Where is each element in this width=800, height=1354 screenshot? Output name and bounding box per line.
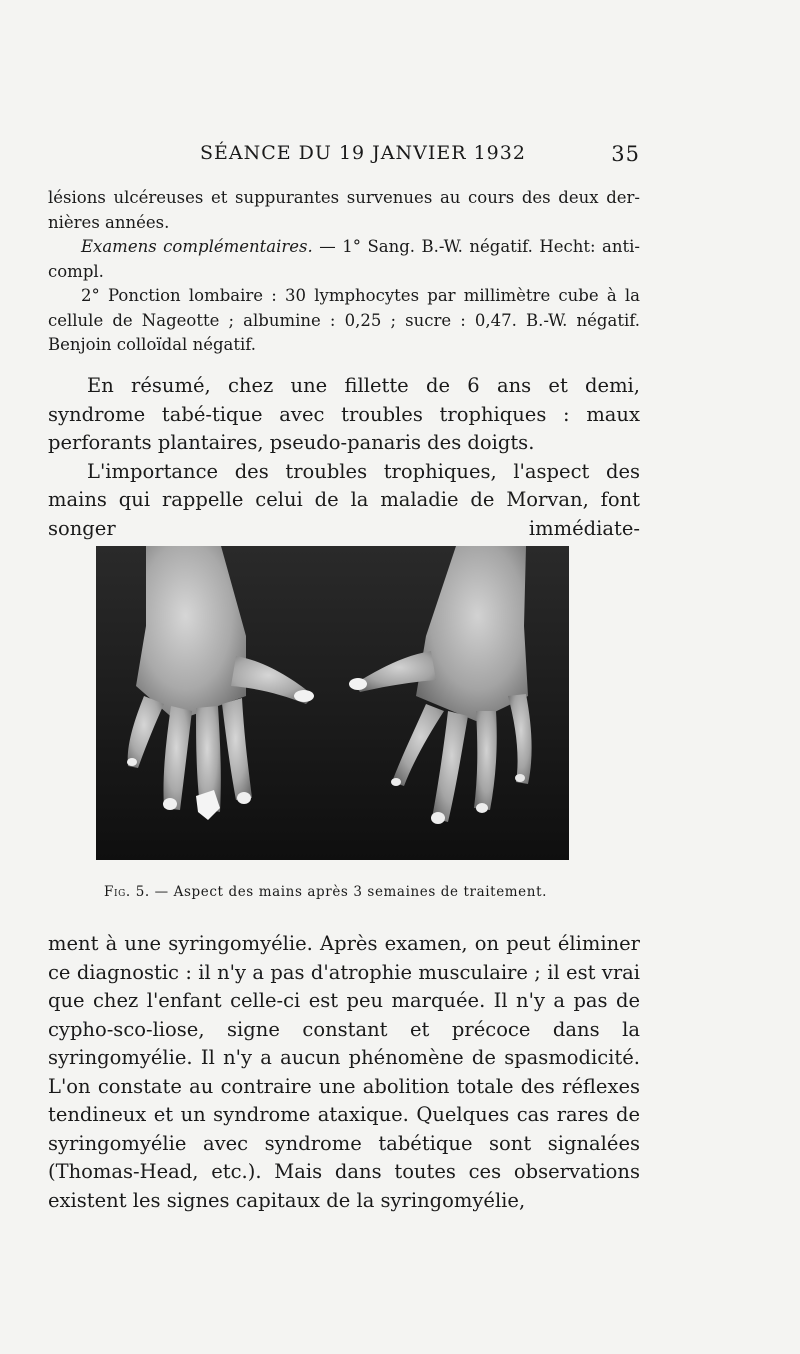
paragraph-ponction: 2° Ponction lombaire : 30 lymphocytes par millimètre cube à la cellule de Nageotte ; albumine : 0,25 ; sucre : 0,47. B.-W. négatif. Benjoin colloïdal négatif.: [48, 286, 640, 354]
paragraph-syringomyelie: ment à une syringomyélie. Après examen, on peut éliminer ce diagnostic : il n'y a pas d'atrophie musculaire ; il est vrai que chez l'enfant celle-ci est peu marquée. Il n'y a pas de cypho-sco-liose, signe constant et précoce dans la syringomyélie. Il n'y a aucun phénomène de spasmodicité. L'on constate au contraire une abolition totale des réflexes tendineux et un syndrome ataxique. Quelques cas rares de syringomyélie avec syndrome tabétique sont signalées (Thomas-Head, etc.). Mais dans toutes ces observations existent les signes capitaux de la syringomyélie,: [48, 932, 640, 1212]
page-number: 35: [611, 142, 640, 166]
paragraph-resume: En résumé, chez une fillette de 6 ans et demi, syndrome tabé-tique avec troubles trophiques : maux perforants plantaires, pseudo-panaris des doigts.: [48, 374, 640, 454]
figure-caption-text: — Aspect des mains après 3 semaines de traitement.: [149, 884, 547, 900]
running-title: SÉANCE DU 19 JANVIER 1932: [200, 142, 526, 164]
figure-caption: [104, 884, 574, 900]
text-block-top: [48, 186, 640, 358]
paragraph-importance: L'importance des troubles trophiques, l'aspect des mains qui rappelle celui de la maladie de Morvan, font songer immédiate-: [48, 459, 640, 540]
hands-photo-illustration: [96, 546, 569, 860]
figure-label: Fig. 5.: [104, 884, 150, 900]
text-block-bottom: [48, 930, 640, 1215]
paragraph-examens: [48, 235, 640, 284]
examens-label: Examens complémentaires.: [81, 237, 313, 256]
hands-photograph: [96, 546, 569, 860]
text-block-middle: [48, 372, 640, 543]
paragraph-lesions: lésions ulcéreuses et suppurantes survenues au cours des deux der-nières années.: [48, 188, 640, 232]
running-header: [200, 142, 650, 172]
examens-text: — 1° Sang. B.-W. négatif. Hecht: anti-compl.: [48, 237, 640, 281]
